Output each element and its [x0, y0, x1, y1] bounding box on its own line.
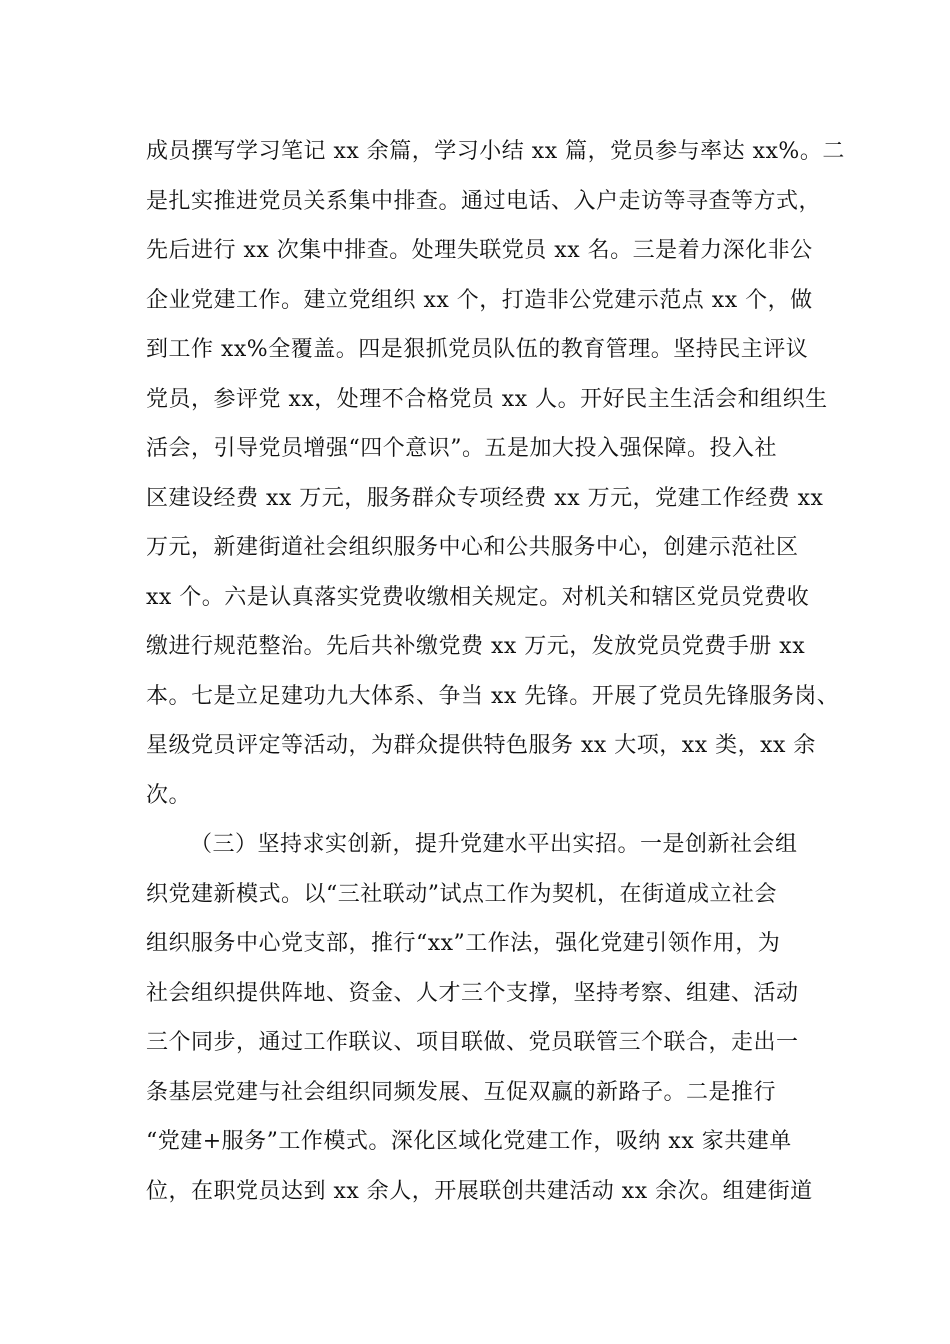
text-line: 先后进行 xx 次集中排查。处理失联党员 xx 名。三是着力深化非公: [146, 238, 813, 263]
text-line: 区建设经费 xx 万元，服务群众专项经费 xx 万元，党建工作经费 xx: [146, 485, 824, 511]
text-line: xx 个。六是认真落实党费收缴相关规定。对机关和辖区党员党费收: [146, 584, 810, 610]
text-line: 位，在职党员达到 xx 余人，开展联创共建活动 xx 余次。组建街道: [146, 1178, 813, 1204]
body-text: [146, 132, 845, 1221]
text-line: 企业党建工作。建立党组织 xx 个，打造非公党建示范点 xx 个，做: [146, 287, 813, 313]
text-line: 本。七是立足建功九大体系、争当 xx 先锋。开展了党员先锋服务岗、: [146, 683, 840, 709]
text-line: 党员，参评党 xx，处理不合格党员 xx 人。开好民主生活会和组织生: [146, 386, 828, 412]
text-line: 星级党员评定等活动，为群众提供特色服务 xx 大项，xx 类，xx 余: [146, 733, 816, 758]
text-line: 织党建新模式。以“三社联动”试点工作为契机，在街道成立社会: [146, 881, 777, 907]
text-line: 三个同步，通过工作联议、项目联做、党员联管三个联合，走出一: [146, 1030, 799, 1055]
text-line: 万元，新建街道社会组织服务中心和公共服务中心，创建示范社区: [146, 535, 799, 560]
text-line: 社会组织提供阵地、资金、人才三个支撑，坚持考察、组建、活动: [146, 980, 799, 1006]
text-line: “党建+服务”工作模式。深化区域化党建工作，吸纳 xx 家共建单: [146, 1129, 792, 1154]
text-line: 条基层党建与社会组织同频发展、互促双赢的新路子。二是推行: [146, 1079, 777, 1105]
text-line: 次。: [146, 782, 192, 808]
text-line: 缴进行规范整治。先后共补缴党费 xx 万元，发放党员党费手册 xx: [146, 634, 806, 659]
text-line: 到工作 xx%全覆盖。四是狠抓党员队伍的教育管理。坚持民主评议: [146, 337, 809, 362]
section-heading-line: （三）坚持求实创新，提升党建水平出实招。一是创新社会组: [190, 832, 798, 857]
text-line: 是扎实推进党员关系集中排查。通过电话、入户走访等寻查等方式，: [146, 188, 822, 214]
text-line: 活会，引导党员增强“四个意识”。五是加大投入强保障。投入社: [146, 436, 777, 461]
text-line: 成员撰写学习笔记 xx 余篇，学习小结 xx 篇，党员参与率达 xx%。二: [146, 139, 845, 164]
text-line: 组织服务中心党支部，推行“xx”工作法，强化党建引领作用，为: [146, 931, 781, 956]
